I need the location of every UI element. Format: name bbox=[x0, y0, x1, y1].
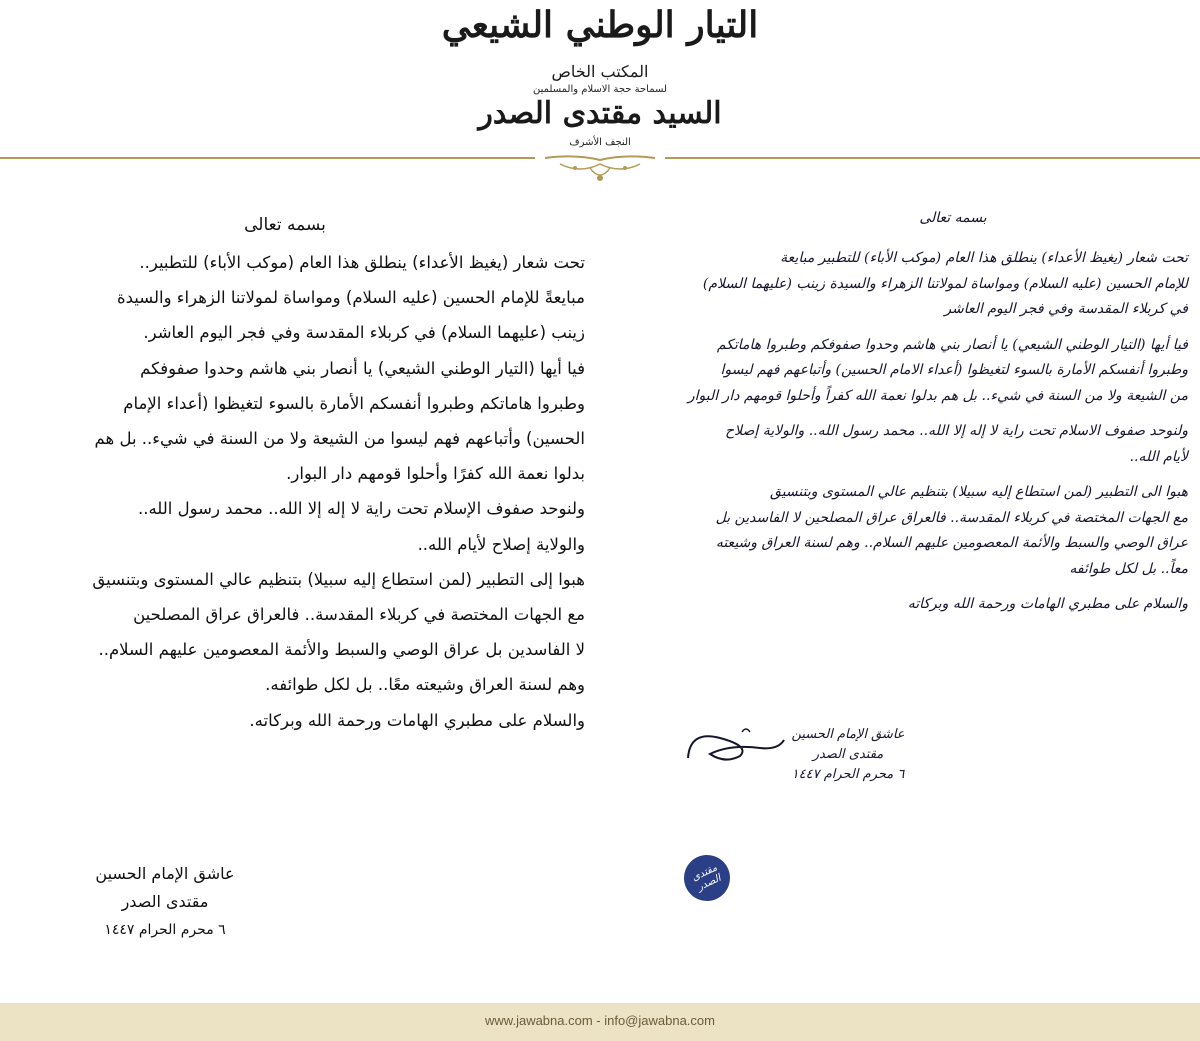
handwritten-line: من الشيعة ولا من السنة في شيء.. بل هم بدلوا نعمة الله كفراً وأحلوا قومهم دار البوار bbox=[687, 387, 1188, 404]
header-rule-right bbox=[665, 157, 1200, 159]
handwritten-signature-date: ٦ محرم الحرام ١٤٤٧ bbox=[791, 767, 905, 782]
footer-contact[interactable]: www.jawabna.com - info@jawabna.com bbox=[485, 1013, 715, 1028]
letterhead-leader: السيد مقتدى الصدر bbox=[478, 96, 722, 131]
typed-line: والولاية إصلاح لأيام الله.. bbox=[417, 534, 585, 554]
handwritten-line: ولنوحد صفوف الاسلام تحت راية لا إله إلا الله.. محمد رسول الله.. والولاية إصلاح bbox=[725, 423, 1188, 439]
handwritten-line: لأيام الله.. bbox=[1129, 448, 1188, 465]
ornament-icon bbox=[535, 150, 665, 186]
typed-line: هبوا إلى التطبير (لمن استطاع إليه سبيلا) بتنظيم عالي المستوى وبتنسيق bbox=[92, 569, 585, 589]
typed-line: ولنوحد صفوف الإسلام تحت راية لا إله إلا الله.. محمد رسول الله.. bbox=[137, 499, 585, 519]
handwritten-line: تحت شعار (يغيظ الأعداء) ينطلق هذا العام (موكب الأباء) للتطبير مبايعة bbox=[780, 250, 1188, 266]
signature-scribble-icon bbox=[680, 720, 790, 770]
typed-text-column bbox=[45, 215, 585, 938]
typed-line: فيا أيها (التيار الوطني الشيعي) يا أنصار بني هاشم وحدوا صفوفكم bbox=[140, 358, 585, 378]
typed-line: تحت شعار (يغيظ الأعداء) ينطلق هذا العام (موكب الأباء) للتطبير.. bbox=[139, 253, 585, 272]
handwritten-basmala: بسمه تعالى bbox=[919, 210, 987, 226]
handwritten-signature-line2: مقتدى الصدر bbox=[812, 747, 884, 762]
letterhead-honorific: لسماحة حجة الاسلام والمسلمين bbox=[533, 84, 667, 95]
handwritten-line: والسلام على مطبري الهامات ورحمة الله وبركاته bbox=[907, 596, 1188, 612]
typed-signature-line1: عاشق الإمام الحسين bbox=[95, 864, 235, 883]
handwritten-line: عراق الوصي والسبط والأئمة المعصومين عليهم السلام.. وهم لسنة العراق وشيعته bbox=[715, 535, 1188, 551]
handwritten-signature-line1: عاشق الإمام الحسين bbox=[791, 727, 905, 742]
handwritten-line: للإمام الحسين (عليه السلام) ومواساة لمولاتنا الزهراء والسيدة زينب (عليهما السلام) bbox=[702, 275, 1188, 292]
typed-signature-block bbox=[45, 860, 285, 944]
typed-line: الحسين) وأتباعهم فهم ليسوا من الشيعة ولا من السنة في شيء.. بل هم bbox=[94, 429, 585, 449]
handwritten-line: وطبروا أنفسكم الأمارة بالسوء لتغيظوا (أعداء الامام الحسين) وأتباعهم فهم ليسوا bbox=[720, 362, 1188, 378]
typed-line: والسلام على مطبري الهامات ورحمة الله وبركاته. bbox=[249, 710, 585, 730]
typed-line: وهم لسنة العراق وشيعته معًا.. بل لكل طوائفه. bbox=[265, 675, 585, 695]
letterhead bbox=[0, 0, 1200, 185]
typed-signature-line2: مقتدى الصدر bbox=[121, 892, 209, 911]
handwritten-line: في كربلاء المقدسة وفي فجر اليوم العاشر bbox=[944, 301, 1188, 317]
header-rule-left bbox=[0, 157, 535, 159]
handwritten-line: مع الجهات المختصة في كربلاء المقدسة.. فالعراق عراق المصلحين لا الفاسدين بل bbox=[715, 509, 1188, 526]
handwritten-text-column bbox=[598, 210, 1188, 782]
typed-line: لا الفاسدين بل عراق الوصي والسبط والأئمة المعصومين عليهم السلام.. bbox=[98, 640, 585, 660]
typed-signature-date: ٦ محرم الحرام ١٤٤٧ bbox=[104, 922, 226, 938]
typed-line: وطبروا هاماتكم وطبروا أنفسكم الأمارة بالسوء لتغيظوا (أعداء الإمام bbox=[123, 393, 585, 413]
letterhead-office: المكتب الخاص bbox=[551, 62, 649, 81]
typed-line: زينب (عليهما السلام) في كربلاء المقدسة وفي فجر اليوم العاشر. bbox=[143, 323, 585, 343]
typed-line: مع الجهات المختصة في كربلاء المقدسة.. فالعراق عراق المصلحين bbox=[133, 605, 585, 625]
handwritten-line: هبوا الى التطبير (لمن استطاع إليه سبيلا) بتنظيم عالي المستوى وبتنسيق bbox=[770, 484, 1188, 500]
typed-line: بدلوا نعمة الله كفرًا وأحلوا قومهم دار البوار. bbox=[286, 464, 585, 484]
handwritten-line: فيا أيها (التيار الوطني الشيعي) يا أنصار بني هاشم وحدوا صفوفكم وطبروا هاماتكم bbox=[716, 336, 1188, 353]
typed-line: مبايعةً للإمام الحسين (عليه السلام) ومواساة لمولاتنا الزهراء والسيدة bbox=[116, 288, 585, 308]
letterhead-city: النجف الأشرف bbox=[569, 137, 631, 148]
handwritten-line: معاً.. بل لكل طوائفه bbox=[1069, 560, 1188, 577]
typed-basmala: بسمه تعالى bbox=[244, 215, 326, 235]
footer-bar bbox=[0, 1003, 1200, 1041]
letterhead-title: التيار الوطني الشيعي bbox=[441, 4, 759, 46]
official-seal: مقتدى الصدر bbox=[676, 847, 737, 908]
